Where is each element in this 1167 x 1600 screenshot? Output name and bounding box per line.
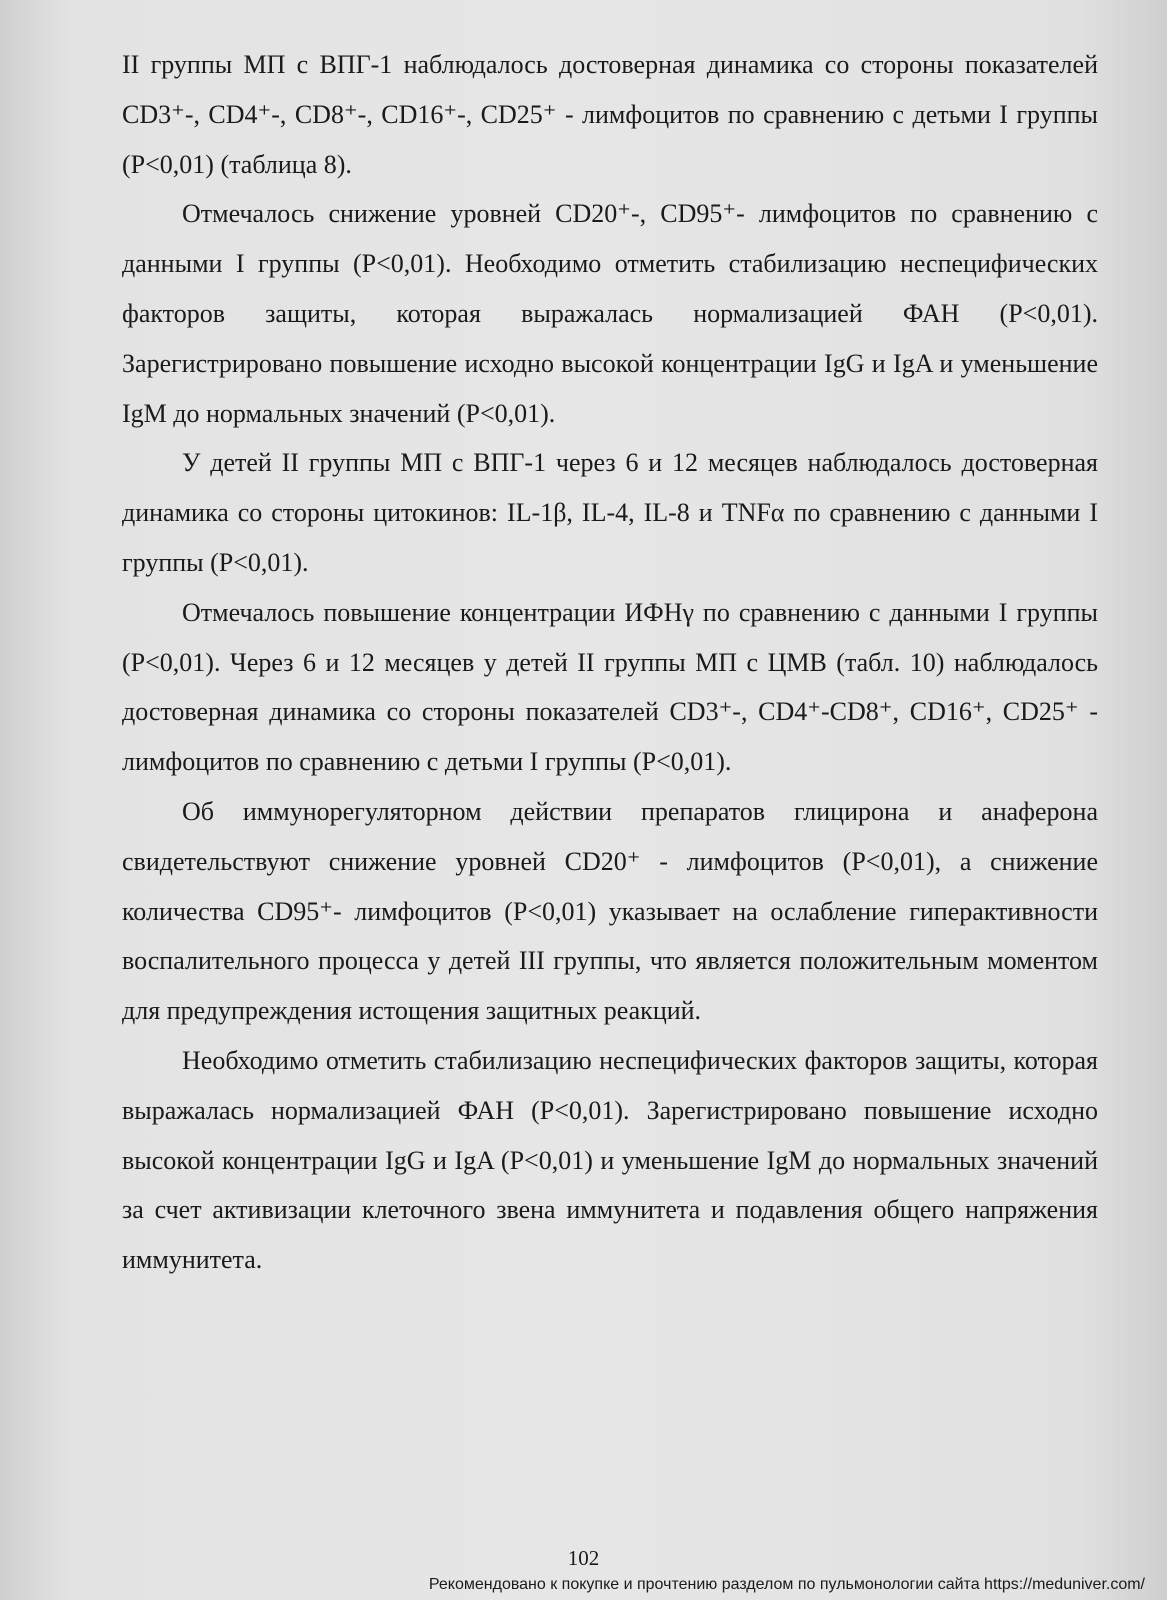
paragraph-4: Отмечалось повышение концентрации ИФНγ по сравнению с данными I группы (P<0,01). Через 6 и 12 месяцев у детей II группы МП с ЦМВ (табл. 10) наблюдалось достоверная динамика со стороны показателей CD3⁺-, CD4⁺-CD8⁺, CD16⁺, CD25⁺ - лимфоцитов по сравнению с детьми I группы (P<0,01). — [122, 597, 1098, 777]
footer-note: Рекомендовано к покупке и прочтению разделом по пульмонологии сайта https://meduniver.com/ — [428, 1576, 1145, 1593]
paragraph-5: Об иммунорегуляторном действии препаратов глицирона и анаферона свидетельствуют снижение уровней CD20⁺ - лимфоцитов (P<0,01), а снижение количества CD95⁺- лимфоцитов (P<0,01) указывает на ослабление гиперактивности воспалительного процесса у детей III группы, что является положительным моментом для предупреждения истощения защитных реакций. — [122, 796, 1098, 1026]
paragraph-6: Необходимо отметить стабилизацию неспецифических факторов защиты, которая выражалась нормализацией ФАН (P<0,01). Зарегистрировано повышение исходно высокой концентрации IgG и IgA (P<0,01) и уменьшение IgM до нормальных значений за счет активизации клеточного звена иммунитета и подавления общего напряжения иммунитета. — [122, 1045, 1098, 1275]
page-number: 102 — [567, 1546, 600, 1570]
body-text — [122, 40, 1098, 1285]
paragraph-1: II группы МП с ВПГ-1 наблюдалось достоверная динамика со стороны показателей CD3⁺-, CD4⁺-, CD8⁺-, CD16⁺-, CD25⁺ - лимфоцитов по сравнению с детьми I группы (P<0,01) (таблица 8). — [122, 50, 1098, 179]
paragraph-2: Отмечалось снижение уровней CD20⁺-, CD95⁺- лимфоцитов по сравнению с данными I группы (P<0,01). Необходимо отметить стабилизацию неспецифических факторов защиты, которая выражалась нормализацией ФАН (P<0,01). Зарегистрировано повышение исходно высокой концентрации IgG и IgA и уменьшение IgM до нормальных значений (P<0,01). — [122, 199, 1098, 428]
paragraph-3: У детей II группы МП с ВПГ-1 через 6 и 12 месяцев наблюдалось достоверная динамика со стороны цитокинов: IL-1β, IL-4, IL-8 и TNFα по сравнению с данными I группы (P<0,01). — [122, 448, 1098, 577]
